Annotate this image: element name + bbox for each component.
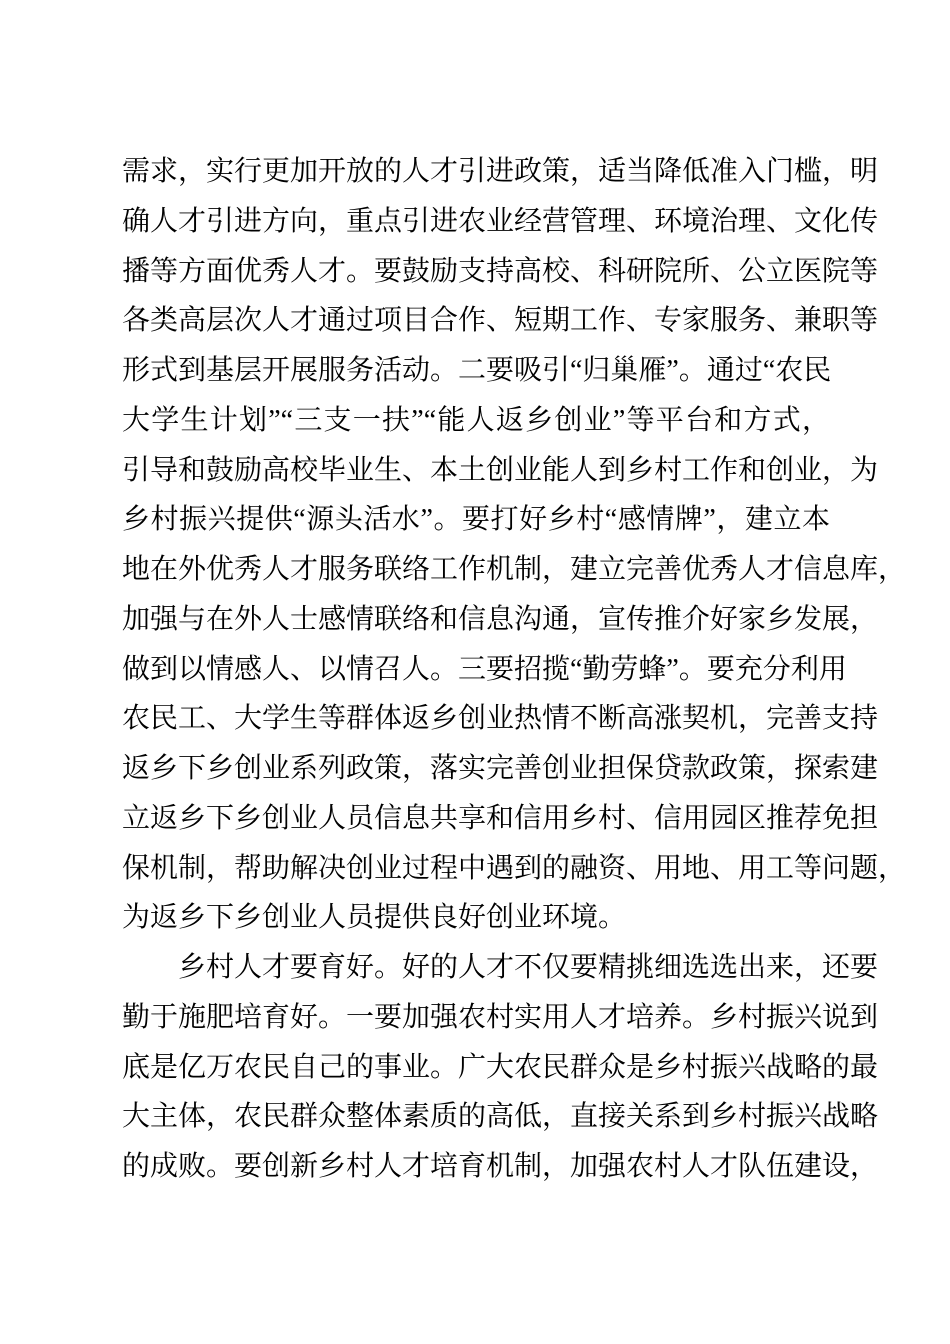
- text-line: 保机制，帮助解决创业过程中遇到的融资、用地、用工等问题，: [122, 852, 907, 884]
- text-line: 乡村人才要育好。好的人才不仅要精挑细选选出来，还要: [178, 952, 879, 983]
- document-text-block: [122, 147, 907, 1192]
- paragraph: [122, 943, 879, 1192]
- paragraph: [122, 147, 907, 943]
- text-line: 形式到基层开展服务活动。二要吸引“归巢雁”。通过“农民: [122, 355, 832, 386]
- text-line: 做到以情感人、以情召人。三要招揽“勤劳蜂”。要充分利用: [122, 653, 847, 685]
- text-line: 确人才引进方向，重点引进农业经营管理、环境治理、文化传: [122, 205, 879, 237]
- text-line: 为返乡下乡创业人员提供良好创业环境。: [122, 902, 627, 934]
- text-line: 大主体，农民群众整体素质的高低，直接关系到乡村振兴战略: [122, 1101, 879, 1133]
- text-line: 地在外优秀人才服务联络工作机制，建立完善优秀人才信息库，: [122, 554, 907, 585]
- text-line: 加强与在外人士感情联络和信息沟通，宣传推介好家乡发展，: [122, 603, 879, 635]
- text-line: 勤于施肥培育好。一要加强农村实用人才培养。乡村振兴说到: [122, 1001, 879, 1033]
- text-line: 农民工、大学生等群体返乡创业热情不断高涨契机，完善支持: [122, 703, 879, 735]
- text-line: 底是亿万农民自己的事业。广大农民群众是乡村振兴战略的最: [122, 1051, 879, 1083]
- text-line: 引导和鼓励高校毕业生、本土创业能人到乡村工作和创业，为: [122, 454, 879, 486]
- text-line: 返乡下乡创业系列政策，落实完善创业担保贷款政策，探索建: [122, 753, 879, 784]
- text-line: 播等方面优秀人才。要鼓励支持高校、科研院所、公立医院等: [122, 255, 879, 287]
- text-line: 大学生计划”“三支一扶”“能人返乡创业”等平台和方式，: [122, 404, 830, 436]
- text-line: 各类高层次人才通过项目合作、短期工作、专家服务、兼职等: [122, 305, 879, 337]
- text-line: 乡村振兴提供“源头活水”。要打好乡村“感情牌”，建立本: [122, 504, 830, 536]
- text-line: 需求，实行更加开放的人才引进政策，适当降低准入门槛，明: [122, 156, 879, 187]
- text-line: 的成败。要创新乡村人才培育机制，加强农村人才队伍建设，: [122, 1151, 879, 1182]
- text-line: 立返乡下乡创业人员信息共享和信用乡村、信用园区推荐免担: [122, 802, 879, 834]
